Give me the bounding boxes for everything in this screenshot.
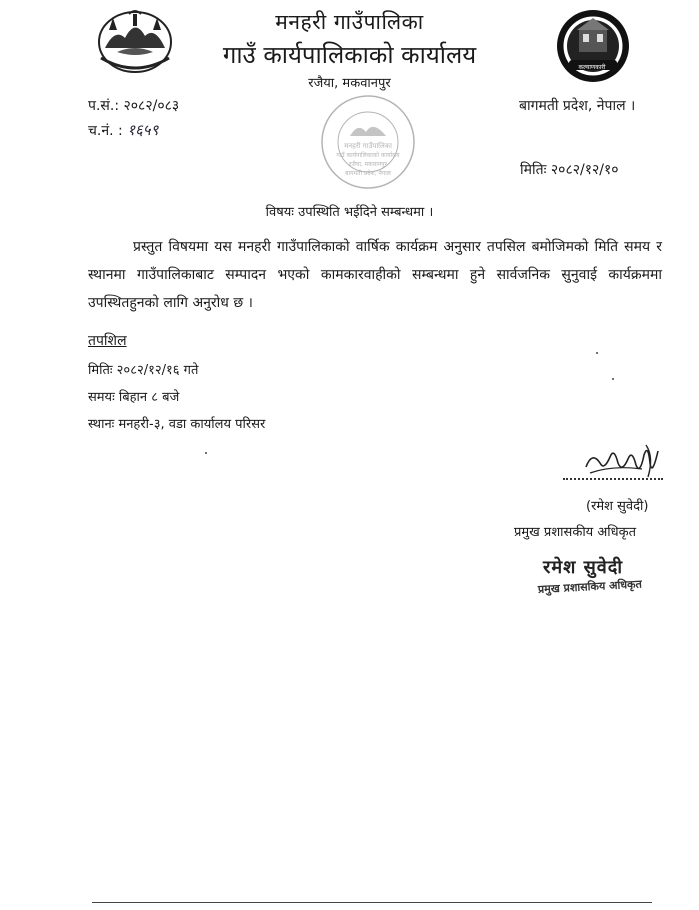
signatory-name: (रमेश सुवेदी) (586, 499, 649, 514)
scan-speck (205, 452, 207, 454)
seal-text-2: गाउँ कार्यपालिकाको कार्यालय (336, 152, 400, 159)
letter-body: प्रस्तुत विषयमा यस मनहरी गाउँपालिकाको वार्षिक कार्यक्रम अनुसार तपसिल बमोजिमको मिति समय र स्थानमा गाउँपालिकाबाट सम्पादन भएको कामकारवाहीको सम्बन्धमा हुने सार्वजनिक सुनुवाई कार्यक्रममा उपस्थितहुनको लागि अनुरोध छ । (88, 239, 662, 311)
letterhead-municipality-name: मनहरी गाउँपालिका (275, 10, 424, 34)
seal-text-4: बागमती प्रदेश, नेपाल (345, 170, 391, 177)
scan-speck (612, 378, 614, 380)
name-stamp: रमेश सुवेदी (543, 557, 624, 578)
letter-reference-number: प.सं.: २०८२/०८३ (88, 98, 180, 114)
right-emblem-caption: कल्याणकारी (578, 64, 606, 71)
seal-text-1: मनहरी गाउँपालिका (344, 142, 392, 150)
office-seal-stamp (318, 92, 418, 192)
letterhead-address: रजैया, मकवानपुर (308, 76, 391, 91)
dispatch-number-value: १६५९ (127, 121, 159, 139)
signature-dotted-line (563, 478, 663, 480)
letterhead-province: बागमती प्रदेश, नेपाल । (519, 98, 636, 114)
footer-rule (92, 902, 652, 903)
seal-text-3: रजैया, मकवानपुर (348, 161, 388, 168)
signatory-title: प्रमुख प्रशासकीय अधिकृत (514, 525, 637, 540)
letter-subject: विषयः उपस्थिति भईदिने सम्बन्धमा । (265, 205, 434, 220)
details-place: स्थानः मनहरी-३, वडा कार्यालय परिसर (88, 417, 266, 432)
details-heading: तपशिल (88, 333, 127, 349)
dispatch-number (88, 120, 158, 140)
title-stamp: प्रमुख प्रशासकिय अधिकृत (537, 577, 643, 596)
letterhead-office-name: गाउँ कार्यपालिकाको कार्यालय (222, 41, 477, 69)
details-time: समयः बिहान ८ बजे (88, 390, 180, 405)
details-date: मितिः २०८२/१२/१६ गते (88, 363, 199, 378)
letter-date: मितिः २०८२/१२/१० (520, 162, 619, 178)
scan-speck (596, 352, 598, 354)
dispatch-number-label: च.नं. : (88, 123, 123, 139)
